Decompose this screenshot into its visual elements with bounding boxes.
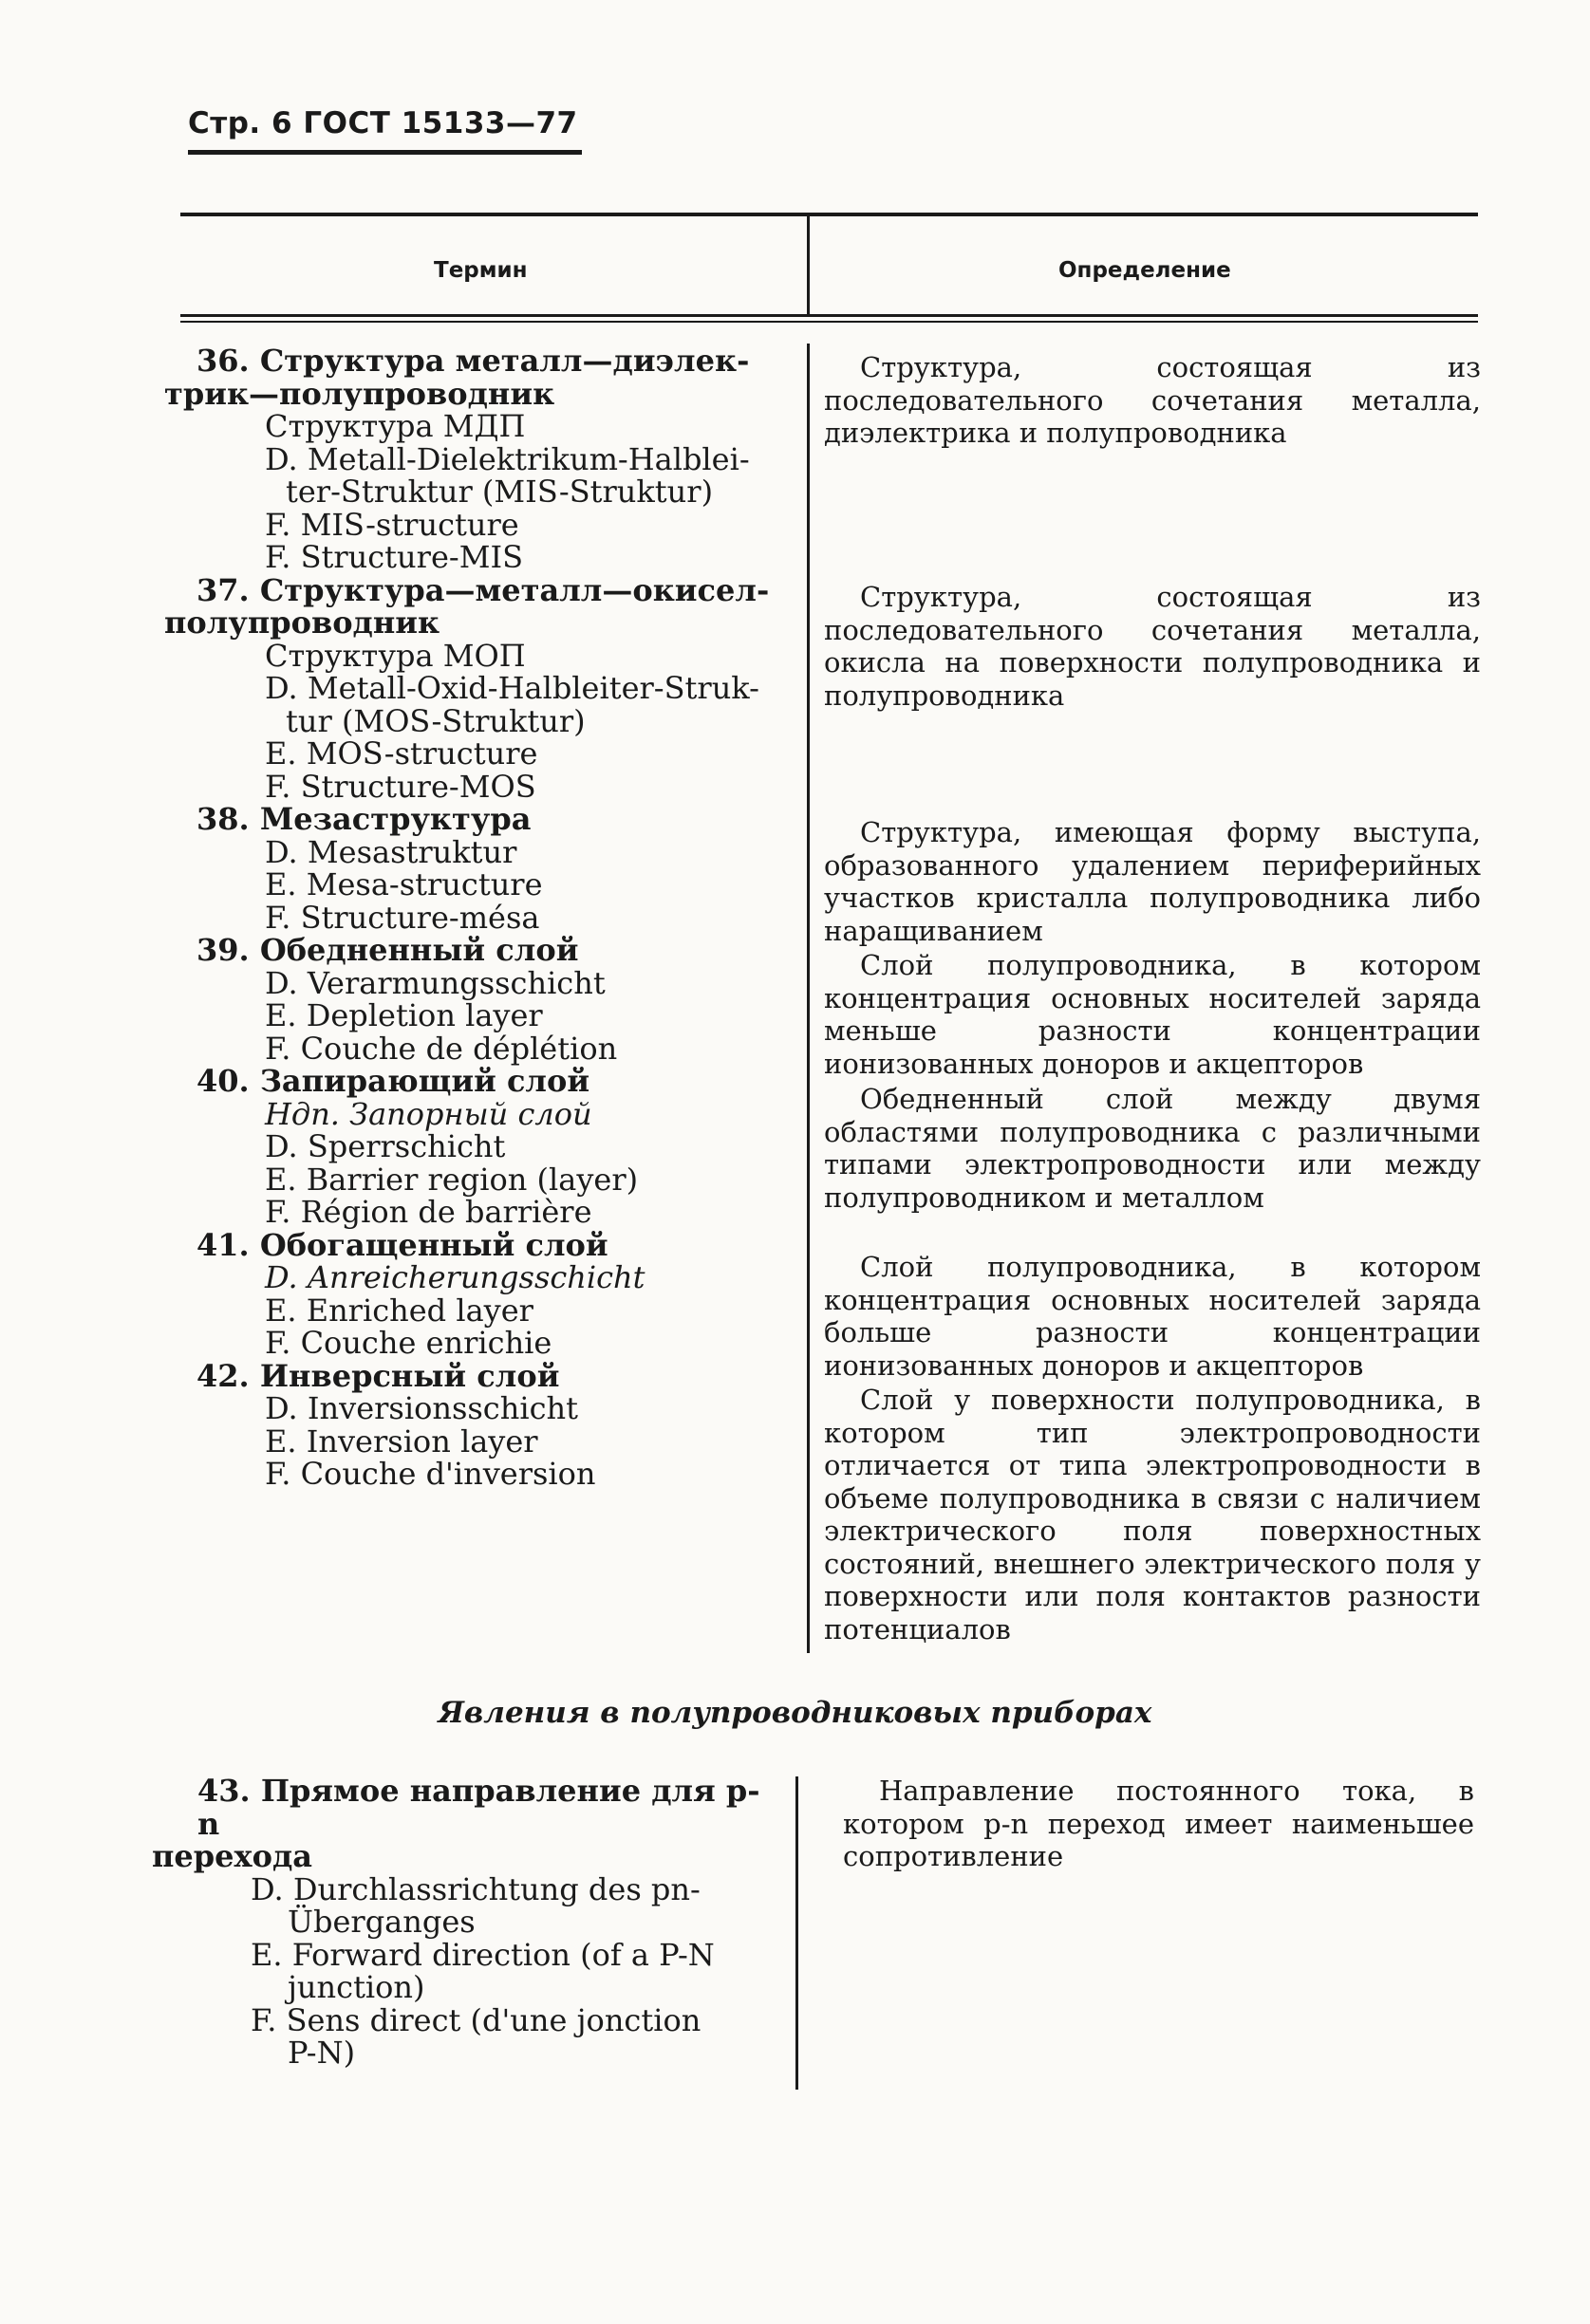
- definition-36: Структура, состоящая из последовательного сочетания металла, диэлектрика и полупроводника: [824, 351, 1481, 449]
- section-title: Явления в полупроводниковых приборах: [438, 1696, 1152, 1730]
- term-38-french: F. Structure-mésa: [265, 899, 540, 936]
- term-42-title: 42. Инверсный слой: [196, 1357, 560, 1394]
- term-40-deprecated: Ндп. Запорный слой: [265, 1095, 592, 1132]
- term-41-french: F. Couche enrichie: [265, 1325, 552, 1361]
- term-36-french: F. Structure-MIS: [265, 539, 524, 575]
- term-39-title: 39. Обедненный слой: [196, 932, 579, 968]
- term-40-title: 40. Запирающий слой: [196, 1063, 590, 1099]
- term-37-german-cont: tur (MOS-Struktur): [286, 702, 586, 739]
- table-header-rule-1: [180, 314, 1478, 317]
- column-divider: [807, 344, 810, 1653]
- term-36-title: 36. Структура металл—диэлек-: [196, 343, 750, 379]
- term-42-french: F. Couche d'inversion: [265, 1456, 596, 1492]
- term-37-title-cont: полупроводник: [164, 604, 440, 641]
- term-39-french: F. Couche de déplétion: [265, 1030, 618, 1067]
- term-36-english: F. MIS-structure: [265, 506, 519, 543]
- term-42-german: D. Inversionsschicht: [265, 1390, 578, 1426]
- term-37-french: F. Structure-MOS: [265, 768, 536, 805]
- term-43-german-cont: Überganges: [288, 1904, 476, 1940]
- term-39-german: D. Verarmungsschicht: [265, 964, 606, 1001]
- term-40-english: E. Barrier region (layer): [265, 1161, 639, 1198]
- term-38-english: E. Mesa-structure: [265, 866, 543, 902]
- term-43-german: D. Durchlassrichtung des pn-: [251, 1870, 701, 1907]
- term-43-english-cont: junction): [288, 1969, 425, 2005]
- term-36-title-cont: трик—полупроводник: [164, 375, 555, 412]
- term-43-title: 43. Прямое направление для p-n: [197, 1773, 760, 1842]
- header-underline: [188, 150, 582, 155]
- term-43-english: E. Forward direction (of a P-N: [251, 1936, 715, 1973]
- term-36-german-cont: ter-Struktur (MIS-Struktur): [286, 474, 714, 510]
- column-header-definition: Определение: [1058, 258, 1231, 283]
- term-40-german: D. Sperrschicht: [265, 1128, 506, 1164]
- term-43-french: F. Sens direct (d'une jonction: [251, 2001, 701, 2038]
- column-header-term: Термин: [434, 258, 528, 283]
- term-41-english: E. Enriched layer: [265, 1292, 533, 1329]
- term-38-german: D. Mesastruktur: [265, 833, 517, 870]
- table-header-rule-2: [180, 321, 1478, 323]
- definition-43: Направление постоянного тока, в котором p-n переход имеет наименьшее сопротивление: [843, 1775, 1474, 1872]
- term-41-german: D. Anreicherungsschicht: [265, 1259, 645, 1295]
- definition-41: Слой полупроводника, в котором концентрация основных носителей заряда больше разности концентрации ионизованных доноров и акцепторов: [824, 1251, 1481, 1382]
- definition-40: Обедненный слой между двумя областями полупроводника с различными типами электропроводности или между полупроводником и металлом: [824, 1083, 1481, 1214]
- table-top-rule: [180, 213, 1478, 216]
- term-36-german: D. Metall-Dielektrikum-Halblei-: [265, 440, 750, 477]
- term-39-english: E. Depletion layer: [265, 997, 543, 1033]
- definition-37: Структура, состоящая из последовательного сочетания металла, окисла на поверхности полупроводника и полупроводника: [824, 581, 1481, 712]
- term-36-synonym: Структура МДП: [265, 408, 526, 444]
- term-40-french: F. Région de barrière: [265, 1194, 592, 1230]
- term-41-title: 41. Обогащенный слой: [196, 1226, 608, 1263]
- term-43-french-cont: P-N): [288, 2035, 356, 2071]
- term-37-english: E. MOS-structure: [265, 735, 538, 772]
- term-38-title: 38. Мезаструктура: [196, 801, 532, 837]
- column-divider-2: [795, 1776, 798, 2090]
- term-37-german: D. Metall-Oxid-Halbleiter-Struk-: [265, 670, 759, 706]
- term-37-title: 37. Структура—металл—окисел-: [196, 571, 770, 608]
- term-43-title-cont: перехода: [152, 1838, 312, 1874]
- term-36-number: 36.: [196, 343, 250, 379]
- definition-42: Слой у поверхности полупроводника, в котором тип электропроводности отличается от типа электропроводности в объеме полупроводника в связи с наличием электрического поля поверхностных состояний, внешнего электрического поля у поверхности или поля контактов разности потенциалов: [824, 1384, 1481, 1645]
- term-42-english: E. Inversion layer: [265, 1422, 538, 1459]
- terms-column: [164, 344, 776, 1491]
- terms-column-2: [152, 1775, 769, 2070]
- header-column-divider: [807, 214, 810, 316]
- definition-38: Структура, имеющая форму выступа, образованного удалением периферийных участков кристалла полупроводника либо наращиванием: [824, 816, 1481, 947]
- term-37-synonym: Структура МОП: [265, 637, 526, 674]
- definition-39: Слой полупроводника, в котором концентрация основных носителей заряда меньше разности концентрации ионизованных доноров и акцепторов: [824, 949, 1481, 1080]
- page-header: Стр. 6 ГОСТ 15133—77: [188, 106, 578, 140]
